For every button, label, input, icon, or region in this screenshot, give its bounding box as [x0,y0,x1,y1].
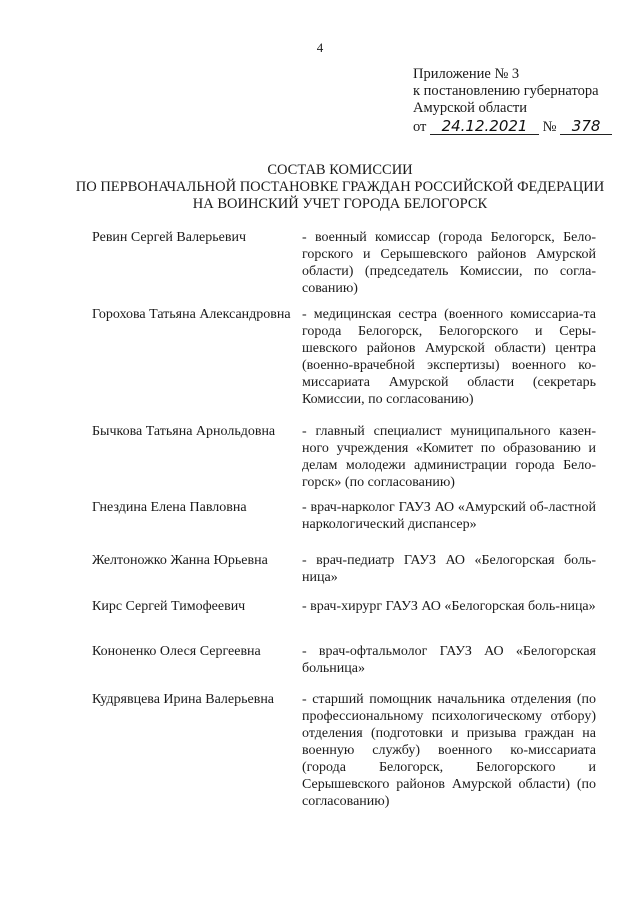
member-role: - военный комиссар (города Белогорск, Бело-горского и Серышевского районов Амурской области) (председатель Комиссии, по согла-сованию) [302,230,596,296]
appendix-date-number-line [413,118,612,136]
member-role: - врач-офтальмолог ГАУЗ АО «Белогорская больница» [302,644,596,676]
member-name: Гнездина Елена Павловна [92,500,247,515]
title-line-2: ПО ПЕРВОНАЧАЛЬНОЙ ПОСТАНОВКЕ ГРАЖДАН РОССИЙСКОЙ ФЕДЕРАЦИИ [75,179,605,195]
member-name: Ревин Сергей Валерьевич [92,230,247,245]
member-name: Желтоножко Жанна Юрьевна [92,553,268,568]
member-role: - врач-нарколог ГАУЗ АО «Амурский об-ластной наркологический диспансер» [302,500,596,532]
member-name: Бычкова Татьяна Арнольдовна [92,424,276,439]
appendix-region: Амурской области [413,100,527,116]
handwritten-number: 378 [560,118,612,135]
member-name: Кононенко Олеся Сергеевна [92,644,261,659]
number-label: № [542,119,557,135]
member-role: - старший помощник начальника отделения (по профессиональному психологическому отбору) отделения (подготовки и призыва граждан на военную службу) военного ко-миссариата (города Белогорск, Белогорского и Серышевского районов Амурской области) (по согласованию) [302,692,596,809]
member-name: Горохова Татьяна Александровна [92,307,291,322]
title-line-3: НА ВОИНСКИЙ УЧЕТ ГОРОДА БЕЛОГОРСК [192,196,488,212]
page-number: 4 [316,40,324,55]
appendix-decree-ref: к постановлению губернатора [413,83,599,99]
member-role: - врач-хирург ГАУЗ АО «Белогорская боль-ница» [302,599,596,614]
handwritten-date: 24.12.2021 [430,118,539,135]
from-label: от [413,119,427,135]
member-name: Кудрявцева Ирина Валерьевна [92,692,275,707]
appendix-title: Приложение № 3 [413,66,520,82]
member-name: Кирс Сергей Тимофеевич [92,599,246,614]
appendix-block [413,66,612,136]
member-role: - медицинская сестра (военного комиссариа-та города Белогорск, Белогорского и Серы-шевского районов Амурской области) центра (военно-врачебной экспертизы) военного ко-миссариата Амурской области (секретарь Комиссии, по согласованию) [302,307,596,407]
member-role: - главный специалист муниципального казен-ного учреждения «Комитет по образованию и делам молодежи администрации города Бело-горск» (по согласованию) [302,424,596,490]
document-title [60,162,620,213]
title-line-1: СОСТАВ КОМИССИИ [267,162,413,178]
member-role: - врач-педиатр ГАУЗ АО «Белогорская боль-ница» [302,553,596,585]
